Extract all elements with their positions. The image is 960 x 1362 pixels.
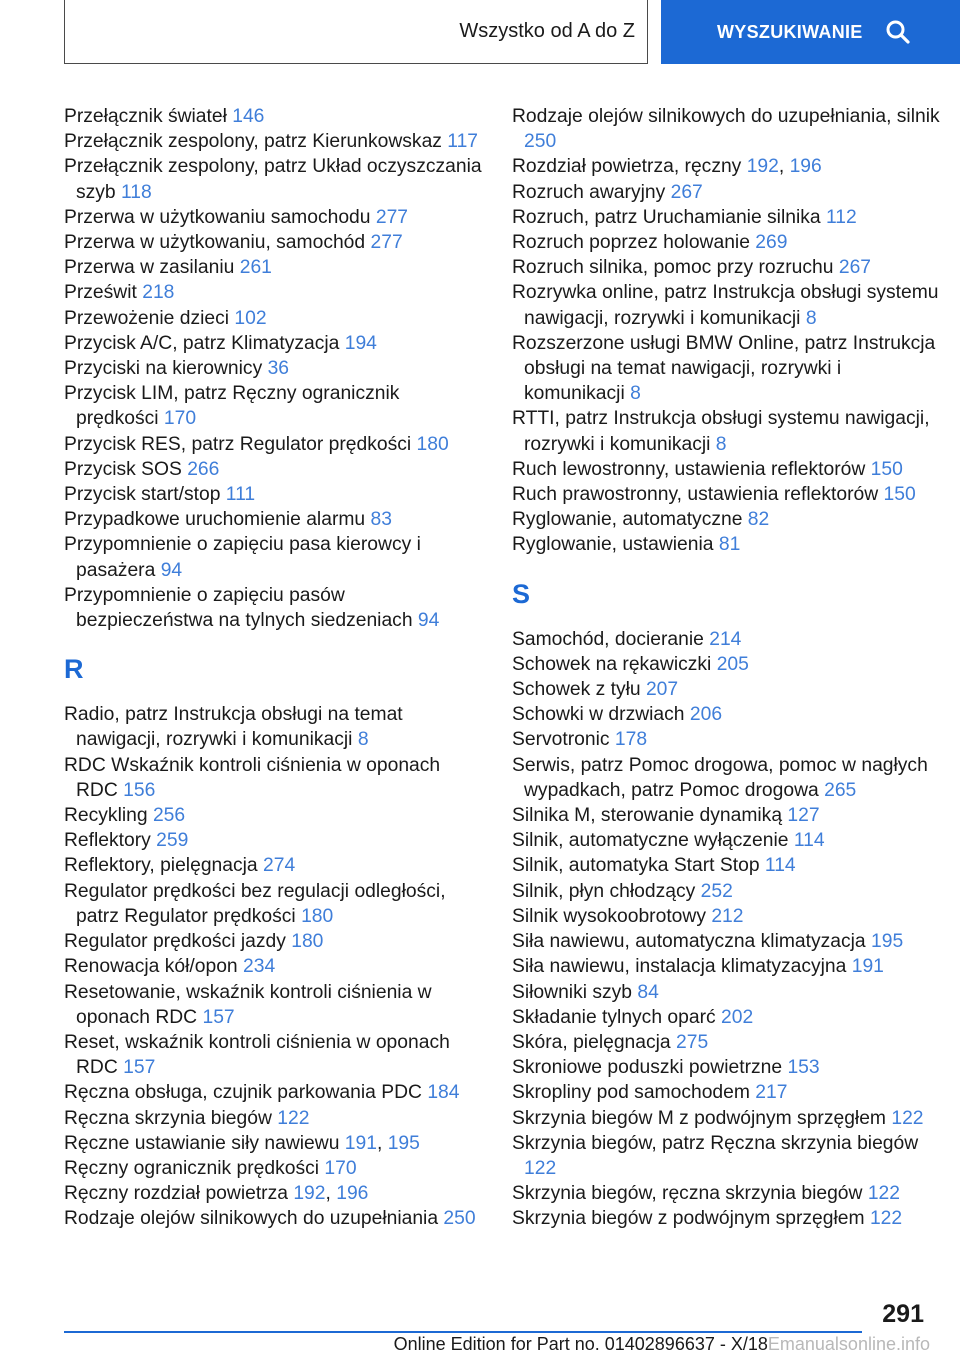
page-ref-link[interactable]: 259 bbox=[156, 830, 189, 852]
index-entry bbox=[64, 280, 484, 305]
page-ref-link[interactable]: 269 bbox=[755, 232, 788, 254]
index-entry bbox=[64, 331, 484, 356]
page-ref-link[interactable]: 192 bbox=[746, 156, 779, 178]
index-entry-text: RTTI, patrz Instrukcja obsługi systemu nawigacji, rozrywki i komunikacji bbox=[512, 408, 930, 455]
page-ref-link[interactable]: 207 bbox=[645, 679, 679, 701]
index-entry bbox=[64, 1106, 484, 1131]
index-entry bbox=[64, 1080, 484, 1105]
page-ref-link[interactable]: 122 bbox=[891, 1107, 924, 1129]
index-entry-text: Przerwa w użytkowaniu samochodu bbox=[64, 206, 376, 228]
index-entry-text: Ryglowanie, automatyczne bbox=[512, 509, 748, 531]
index-entry-text: Rozdział powietrza, ręczny bbox=[512, 156, 747, 178]
page-ref-link[interactable]: 122 bbox=[867, 1183, 900, 1205]
index-entry-text: Ręczna skrzynia biegów bbox=[64, 1107, 278, 1129]
index-entry-text: Reset, wskaźnik kontroli ciśnienia w oponach RDC bbox=[64, 1031, 450, 1079]
page-ref-link[interactable]: 114 bbox=[793, 830, 825, 852]
index-entry-text: Prześwit bbox=[64, 282, 143, 304]
index-entry-text: Przypadkowe uruchomienie alarmu bbox=[64, 509, 371, 531]
index-entry bbox=[512, 1206, 944, 1231]
index-entry: Ręczny rozdział powietrza 192, 196 bbox=[64, 1183, 369, 1205]
index-entry bbox=[512, 828, 944, 853]
index-entry bbox=[512, 507, 944, 532]
index-entry bbox=[64, 532, 484, 582]
index-entry bbox=[512, 677, 944, 702]
index-entry-text: Przycisk A/C, patrz Klimatyzacja bbox=[64, 332, 345, 354]
footer-divider bbox=[64, 1331, 862, 1333]
page-ref-link[interactable]: 157 bbox=[123, 1057, 156, 1079]
index-column-right bbox=[512, 104, 944, 1232]
page-ref-link[interactable]: 234 bbox=[243, 956, 276, 978]
page-ref-link[interactable]: 267 bbox=[838, 257, 872, 279]
index-entry bbox=[512, 803, 944, 828]
index-entry-text: Renowacja kół/opon bbox=[64, 956, 244, 978]
page-ref-link[interactable]: 81 bbox=[718, 534, 741, 556]
index-entry bbox=[64, 583, 484, 633]
page-ref-link[interactable]: 214 bbox=[709, 628, 742, 650]
index-letter-heading: S bbox=[512, 578, 531, 609]
index-entry bbox=[512, 280, 944, 330]
tab-a-to-z-label: Wszystko od A do Z bbox=[459, 20, 635, 42]
index-entry bbox=[512, 1080, 944, 1105]
page-ref-link[interactable]: 146 bbox=[232, 106, 265, 127]
index-entry-text: Reflektory bbox=[64, 830, 157, 852]
index-entry bbox=[64, 129, 484, 154]
index-entry bbox=[512, 904, 944, 929]
index-entry-text: Przycisk SOS bbox=[64, 458, 188, 480]
index-entry: Ręczne ustawianie siły nawiewu 191, 195 bbox=[64, 1132, 420, 1154]
index-entry-text: Silnika M, sterowanie dynamiką bbox=[512, 805, 788, 827]
page-ref-link[interactable]: 178 bbox=[614, 729, 648, 751]
page-ref-link[interactable]: 8 bbox=[715, 433, 727, 455]
index-entry-text: Przycisk LIM, patrz Ręczny ogranicznik prędkości bbox=[64, 383, 400, 430]
index-entry-text: Silnik wysokoobrotowy bbox=[512, 905, 712, 927]
index-entry bbox=[512, 1131, 944, 1181]
index-entry bbox=[512, 532, 944, 557]
index-entry-text: Rodzaje olejów silnikowych do uzupełniania bbox=[64, 1208, 444, 1230]
index-entry-text: Schowki w drzwiach bbox=[512, 704, 690, 726]
index-entry-text: Schowek na rękawiczki bbox=[512, 653, 717, 675]
index-entry bbox=[64, 1206, 484, 1231]
index-entry-text: Ryglowanie, ustawienia bbox=[512, 534, 719, 556]
index-entry bbox=[64, 306, 484, 331]
index-entry bbox=[64, 104, 484, 129]
page-ref-link[interactable]: 192 bbox=[293, 1183, 326, 1205]
page-ref-link[interactable]: 170 bbox=[324, 1157, 357, 1179]
index-entry-text: Rozruch, patrz Uruchamianie silnika bbox=[512, 206, 826, 228]
index-letter-heading: R bbox=[64, 654, 84, 685]
page-ref-link[interactable]: 265 bbox=[824, 779, 857, 801]
index-entry bbox=[64, 702, 484, 752]
index-entry bbox=[64, 929, 484, 954]
index-entry bbox=[64, 1156, 484, 1181]
index-entry-text: Skrzynia biegów, patrz Ręczna skrzynia biegów bbox=[512, 1132, 919, 1154]
index-entry bbox=[512, 104, 944, 154]
page-ref-link[interactable]: 122 bbox=[869, 1208, 903, 1230]
index-entry-text: Serwis, patrz Pomoc drogowa, pomoc w nagłych wypadkach, patrz Pomoc drogowa bbox=[512, 754, 928, 801]
page-ref-link[interactable]: 205 bbox=[716, 653, 749, 675]
index-entry-text: Przycisk start/stop bbox=[64, 484, 226, 506]
index-entry bbox=[64, 980, 484, 1030]
page-ref-link[interactable]: 274 bbox=[263, 855, 296, 877]
page-ref-link[interactable]: 195 bbox=[871, 931, 904, 953]
index-entry bbox=[512, 753, 944, 803]
index-entry bbox=[64, 753, 484, 803]
index-entry bbox=[512, 1005, 944, 1030]
index-entry bbox=[512, 702, 944, 727]
index-entry-text: Przełącznik zespolony, patrz Kierunkowskaz bbox=[64, 131, 448, 153]
index-entry-text: Silnik, automatyczne wyłączenie bbox=[512, 830, 794, 852]
page-ref-link[interactable]: 250 bbox=[443, 1208, 476, 1230]
index-entry-text: Skrzynia biegów M z podwójnym sprzęgłem bbox=[512, 1107, 892, 1129]
index-entry bbox=[512, 879, 944, 904]
index-entry-text: Silnik, płyn chłodzący bbox=[512, 880, 701, 902]
index-entry bbox=[64, 457, 484, 482]
index-entry bbox=[512, 482, 944, 507]
tab-a-to-z[interactable] bbox=[64, 0, 648, 64]
index-entry bbox=[512, 627, 944, 652]
page-ref-link[interactable]: 8 bbox=[805, 307, 817, 329]
index-column-left bbox=[64, 104, 484, 1232]
index-entry bbox=[512, 929, 944, 954]
index-entry bbox=[512, 727, 944, 752]
page-ref-link[interactable]: 250 bbox=[524, 131, 557, 153]
index-entry bbox=[512, 980, 944, 1005]
index-entry bbox=[512, 205, 944, 230]
index-entry-text: Rozszerzone usługi BMW Online, patrz Instrukcja obsługi na temat nawigacji, rozrywki i komunikacji bbox=[512, 332, 936, 405]
page-ref-link[interactable]: 256 bbox=[152, 805, 186, 827]
index-entry bbox=[64, 432, 484, 457]
index-entry-text: Ręczne ustawianie siły nawiewu bbox=[64, 1132, 345, 1154]
page-ref-link[interactable]: 191 bbox=[851, 956, 884, 978]
page-ref-link[interactable]: 156 bbox=[123, 779, 156, 801]
index-entry-text: Skóra, pielęgnacja bbox=[512, 1031, 676, 1053]
index-entry-text: Rozrywka online, patrz Instrukcja obsługi systemu nawigacji, rozrywki i komunikacji bbox=[512, 282, 939, 329]
index-entry-text: Ruch prawostronny, ustawienia reflektorów bbox=[512, 484, 884, 506]
index-entry bbox=[512, 1106, 944, 1131]
index-entry-text: Regulator prędkości jazdy bbox=[64, 931, 292, 953]
index-entry bbox=[64, 507, 484, 532]
page-ref-link[interactable]: 202 bbox=[721, 1006, 754, 1028]
search-button-label: WYSZUKIWANIE bbox=[717, 21, 863, 42]
index-entry bbox=[64, 828, 484, 853]
page-ref-link[interactable]: 277 bbox=[370, 232, 403, 254]
index-entry bbox=[512, 180, 944, 205]
search-button[interactable] bbox=[661, 0, 960, 64]
index-entry bbox=[512, 652, 944, 677]
index-entry bbox=[512, 406, 944, 456]
index-entry-text: Przyciski na kierownicy bbox=[64, 358, 268, 380]
index-entry bbox=[512, 1030, 944, 1055]
page-ref-link[interactable]: 84 bbox=[637, 981, 659, 1003]
index-entry bbox=[64, 381, 484, 431]
index-entry-text: Rozruch awaryjny bbox=[512, 181, 671, 203]
index-entry bbox=[64, 356, 484, 381]
page-ref-link[interactable]: 8 bbox=[357, 729, 369, 751]
index-entry-text: Skrzynia biegów z podwójnym sprzęgłem bbox=[512, 1208, 870, 1230]
footer bbox=[0, 1334, 930, 1355]
index-entry bbox=[512, 954, 944, 979]
page-ref-link[interactable]: 127 bbox=[787, 805, 820, 827]
index-entry-text: Przełącznik świateł bbox=[64, 106, 233, 127]
search-icon bbox=[885, 19, 911, 45]
page-ref-link[interactable]: 180 bbox=[416, 433, 449, 455]
index-entry bbox=[64, 954, 484, 979]
index-entry-text: Regulator prędkości bez regulacji odległości, patrz Regulator prędkości bbox=[64, 880, 446, 927]
page-ref-link[interactable]: 8 bbox=[630, 383, 641, 405]
index-entry-text: Reflektory, pielęgnacja bbox=[64, 855, 263, 877]
index-entry-text: Ręczny rozdział powietrza bbox=[64, 1183, 294, 1205]
index-entry bbox=[64, 205, 484, 230]
page-ref-link[interactable]: 267 bbox=[670, 181, 703, 203]
page-ref-link[interactable]: 196 bbox=[789, 156, 822, 178]
page-ref-link[interactable]: 36 bbox=[267, 358, 290, 380]
page-ref-link[interactable]: 153 bbox=[787, 1057, 820, 1079]
page-ref-link[interactable]: 118 bbox=[121, 181, 152, 203]
page-ref-link[interactable]: 82 bbox=[747, 509, 770, 531]
index-entry bbox=[64, 154, 484, 204]
page-ref-link[interactable]: 195 bbox=[387, 1132, 420, 1154]
page-ref-link[interactable]: 180 bbox=[291, 931, 324, 953]
page-ref-link[interactable]: 111 bbox=[225, 484, 256, 506]
index-entry-text: Rodzaje olejów silnikowych do uzupełniania, silnik bbox=[512, 106, 940, 127]
page-number: 291 bbox=[882, 1300, 924, 1328]
index-entry-text: Skroniowe poduszki powietrzne bbox=[512, 1057, 788, 1079]
index-entry-text: Resetowanie, wskaźnik kontroli ciśnienia w oponach RDC bbox=[64, 981, 432, 1028]
index-entry-text: Przerwa w zasilaniu bbox=[64, 257, 240, 279]
index-entry-text: Przełącznik zespolony, patrz Układ oczyszczania szyb bbox=[64, 156, 482, 203]
page-ref-link[interactable]: 122 bbox=[277, 1107, 310, 1129]
page-ref-link[interactable]: 83 bbox=[370, 509, 392, 531]
index-entry-text: Skropliny pod samochodem bbox=[512, 1082, 756, 1104]
page-ref-link[interactable]: 217 bbox=[755, 1082, 788, 1104]
index-entry-text: Rozruch silnika, pomoc przy rozruchu bbox=[512, 257, 839, 279]
page-ref-link[interactable]: 184 bbox=[427, 1082, 460, 1104]
index-entry: Rozdział powietrza, ręczny 192, 196 bbox=[512, 156, 822, 178]
page-ref-link[interactable]: 122 bbox=[524, 1157, 557, 1179]
index-entry bbox=[512, 255, 944, 280]
index-entry-text: Siła nawiewu, instalacja klimatyzacyjna bbox=[512, 956, 852, 978]
index-entry bbox=[512, 853, 944, 878]
index-entry-text: Przycisk RES, patrz Regulator prędkości bbox=[64, 433, 417, 455]
index-entry bbox=[512, 1055, 944, 1080]
page-ref-link[interactable]: 196 bbox=[336, 1183, 369, 1205]
index-entry bbox=[64, 482, 484, 507]
index-entry-text: RDC Wskaźnik kontroli ciśnienia w oponach RDC bbox=[64, 754, 441, 801]
page-ref-link[interactable]: 150 bbox=[870, 458, 903, 480]
page-ref-link[interactable]: 206 bbox=[689, 704, 723, 726]
index-entry-text: Rozruch poprzez holowanie bbox=[512, 232, 756, 254]
index-entry-text: Samochód, docieranie bbox=[512, 628, 710, 650]
page-ref-link[interactable]: 252 bbox=[700, 880, 733, 902]
page-ref-link[interactable]: 266 bbox=[187, 458, 220, 480]
page-ref-link[interactable]: 212 bbox=[711, 905, 744, 927]
page-ref-link[interactable]: 170 bbox=[163, 408, 197, 430]
index-entry bbox=[64, 255, 484, 280]
page-ref-link[interactable]: 180 bbox=[301, 905, 334, 927]
page-ref-link[interactable]: 275 bbox=[676, 1031, 709, 1053]
index-entry-text: Siła nawiewu, automatyczna klimatyzacja bbox=[512, 931, 872, 953]
index-entry bbox=[512, 1181, 944, 1206]
page-ref-link[interactable]: 94 bbox=[160, 559, 183, 581]
index-entry-text: Ruch lewostronny, ustawienia reflektorów bbox=[512, 458, 871, 480]
index-entry bbox=[512, 230, 944, 255]
index-entry bbox=[512, 331, 944, 407]
footer-edition: Online Edition for Part no. 01402896637 - X/18 bbox=[393, 1334, 768, 1354]
index-entry bbox=[64, 853, 484, 878]
page-ref-link[interactable]: 102 bbox=[234, 307, 267, 329]
index-entry bbox=[64, 803, 484, 828]
index-entry bbox=[64, 1030, 484, 1080]
index-entry-text: Servotronic bbox=[512, 729, 615, 751]
index-entry-text: Przypomnienie o zapięciu pasów bezpieczeństwa na tylnych siedzeniach bbox=[64, 584, 418, 632]
index-entry-text: Skrzynia biegów, ręczna skrzynia biegów bbox=[512, 1183, 868, 1205]
page-ref-link[interactable]: 112 bbox=[825, 206, 857, 228]
page-ref-link[interactable]: 194 bbox=[344, 332, 377, 354]
index-entry-text: Siłowniki szyb bbox=[512, 981, 638, 1003]
index-entry-text: Przerwa w użytkowaniu, samochód bbox=[64, 232, 371, 254]
page-ref-link[interactable]: 114 bbox=[764, 855, 796, 877]
index-entry-text: Recykling bbox=[64, 805, 153, 827]
index-entry-text: Silnik, automatyka Start Stop bbox=[512, 855, 765, 877]
index-entry-text: Przypomnienie o zapięciu pasa kierowcy i pasażera bbox=[64, 534, 421, 581]
page-ref-link[interactable]: 94 bbox=[417, 610, 440, 632]
index-entry-text: Ręczna obsługa, czujnik parkowania PDC bbox=[64, 1082, 428, 1104]
watermark: Emanualsonline.info bbox=[767, 1334, 930, 1354]
index-entry-text: Schowek z tyłu bbox=[512, 679, 646, 701]
index-entry bbox=[64, 879, 484, 929]
index-entry-text: Ręczny ogranicznik prędkości bbox=[64, 1157, 325, 1179]
index-entry-text: Przewożenie dzieci bbox=[64, 307, 235, 329]
page-ref-link[interactable]: 117 bbox=[447, 131, 479, 153]
index-entry bbox=[512, 457, 944, 482]
page-ref-link[interactable]: 218 bbox=[142, 282, 175, 304]
index-entry bbox=[64, 230, 484, 255]
page-ref-link[interactable]: 150 bbox=[883, 484, 916, 506]
page-ref-link[interactable]: 191 bbox=[344, 1132, 377, 1154]
page-ref-link[interactable]: 277 bbox=[375, 206, 409, 228]
page-ref-link[interactable]: 261 bbox=[239, 257, 272, 279]
index-entry-text: Składanie tylnych oparć bbox=[512, 1006, 721, 1028]
index-entry-text: Radio, patrz Instrukcja obsługi na temat nawigacji, rozrywki i komunikacji bbox=[64, 704, 403, 751]
page-ref-link[interactable]: 157 bbox=[202, 1006, 235, 1028]
